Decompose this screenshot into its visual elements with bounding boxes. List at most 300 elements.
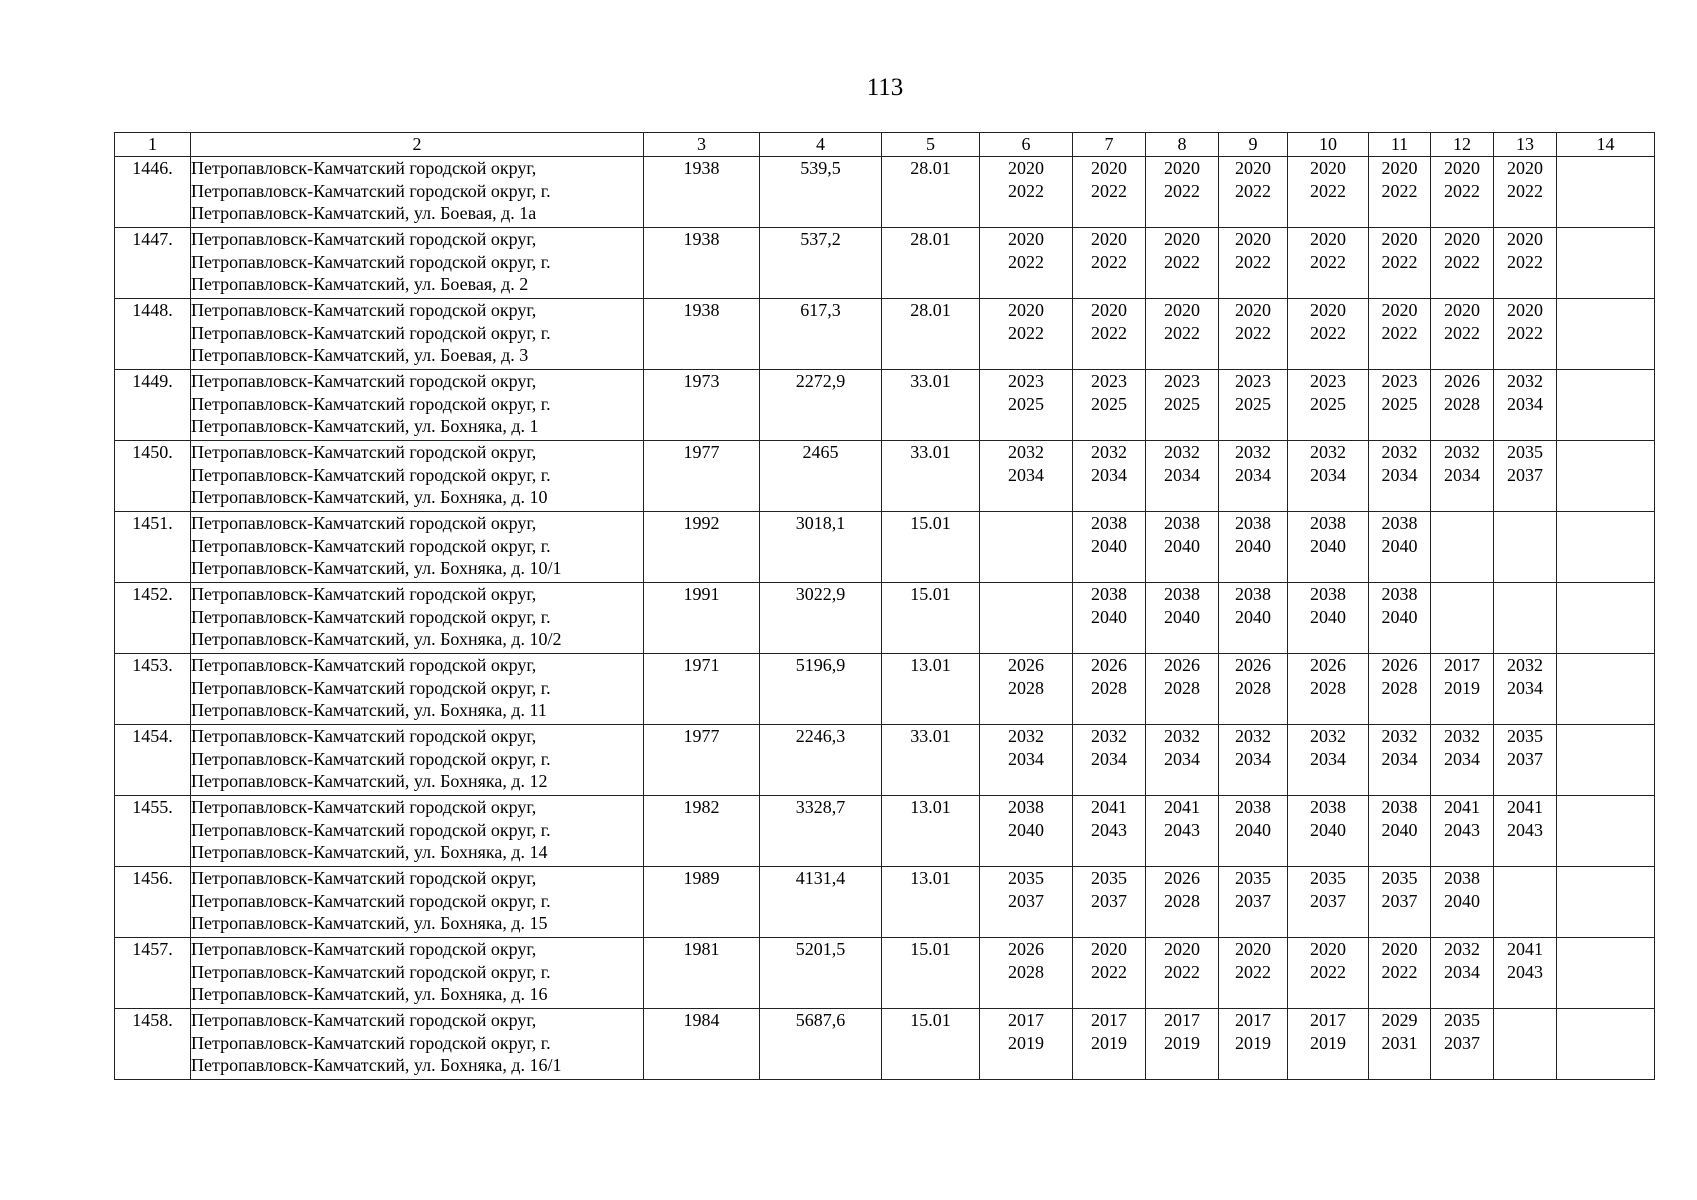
period-end: 2034 [1444, 961, 1480, 982]
period-cell [1288, 938, 1369, 1009]
period-cell [1146, 441, 1219, 512]
period-cell [1073, 370, 1146, 441]
period-start: 2026 [1310, 655, 1346, 675]
period-end: 2022 [1507, 251, 1543, 272]
period-cell [1146, 228, 1219, 299]
period-end: 2022 [1507, 180, 1543, 201]
address-cell [191, 938, 644, 1009]
column-header: 1 [115, 133, 191, 157]
period-end: 2034 [1164, 748, 1200, 769]
period-start: 2017 [1091, 1010, 1127, 1030]
period-cell [1369, 157, 1431, 228]
period-start: 2020 [1444, 158, 1480, 178]
build-year-cell: 1938 [644, 299, 760, 370]
area-cell: 537,2 [760, 228, 882, 299]
period-cell [1369, 725, 1431, 796]
period-cell [1146, 583, 1219, 654]
period-start: 2020 [1091, 229, 1127, 249]
period-end: 2040 [1091, 606, 1127, 627]
period-cell [1073, 441, 1146, 512]
period-end: 2022 [1235, 180, 1271, 201]
period-end: 2040 [1235, 606, 1271, 627]
period-end: 2025 [1164, 393, 1200, 414]
address-line: Петропавловск-Камчатский, ул. Бохняка, д. 10 [191, 487, 548, 507]
period-cell [1146, 867, 1219, 938]
period-cell [1146, 512, 1219, 583]
period-start: 2026 [1091, 655, 1127, 675]
code-cell: 33.01 [882, 725, 980, 796]
period-end: 2022 [1008, 322, 1044, 343]
table-row [115, 654, 1655, 725]
row-number-cell: 1448. [115, 299, 191, 370]
area-cell: 5201,5 [760, 938, 882, 1009]
period-start: 2035 [1507, 442, 1543, 462]
period-end: 2031 [1381, 1032, 1418, 1053]
period-cell [980, 299, 1073, 370]
period-start: 2041 [1444, 797, 1480, 817]
period-cell [1557, 654, 1655, 725]
period-cell [1431, 938, 1494, 1009]
period-end: 2040 [1091, 535, 1127, 556]
period-cell [1369, 583, 1431, 654]
period-end: 2019 [1444, 677, 1480, 698]
address-line: Петропавловск-Камчатский городской округ, [191, 797, 537, 817]
period-start: 2020 [1091, 158, 1127, 178]
period-end: 2040 [1164, 535, 1200, 556]
period-start: 2020 [1091, 939, 1127, 959]
period-start: 2020 [1235, 300, 1271, 320]
build-year-cell: 1981 [644, 938, 760, 1009]
period-cell [1219, 228, 1288, 299]
period-end: 2028 [1164, 677, 1200, 698]
period-cell [1288, 370, 1369, 441]
period-cell [1431, 796, 1494, 867]
period-cell [1431, 867, 1494, 938]
address-line: Петропавловск-Камчатский, ул. Бохняка, д. 10/2 [191, 629, 562, 649]
build-year-cell: 1977 [644, 441, 760, 512]
address-cell [191, 370, 644, 441]
period-start: 2035 [1008, 868, 1044, 888]
period-end: 2022 [1444, 180, 1480, 201]
period-end: 2028 [1235, 677, 1271, 698]
period-end: 2028 [1008, 677, 1044, 698]
address-line: Петропавловск-Камчатский городской округ, г. [191, 464, 551, 485]
period-cell [1494, 1009, 1557, 1080]
period-cell [1146, 157, 1219, 228]
address-line: Петропавловск-Камчатский городской округ, [191, 158, 537, 178]
column-header: 4 [760, 133, 882, 157]
period-start: 2017 [1164, 1010, 1200, 1030]
period-end: 2022 [1091, 322, 1127, 343]
period-end: 2034 [1507, 677, 1543, 698]
period-end: 2034 [1444, 748, 1480, 769]
address-line: Петропавловск-Камчатский городской округ, г. [191, 961, 551, 982]
period-end: 2028 [1444, 393, 1480, 414]
period-cell [1369, 1009, 1431, 1080]
period-cell [1219, 654, 1288, 725]
address-line: Петропавловск-Камчатский городской округ, г. [191, 1032, 551, 1053]
period-start: 2038 [1444, 868, 1480, 888]
period-cell [1146, 370, 1219, 441]
period-start: 2038 [1091, 513, 1127, 533]
period-cell [1494, 441, 1557, 512]
build-year-cell: 1991 [644, 583, 760, 654]
period-cell [1557, 157, 1655, 228]
period-cell [1494, 512, 1557, 583]
period-end: 2022 [1310, 251, 1346, 272]
period-cell [1369, 867, 1431, 938]
period-end: 2022 [1164, 322, 1200, 343]
address-line: Петропавловск-Камчатский, ул. Боевая, д. 1а [191, 203, 537, 223]
period-start: 2038 [1381, 584, 1418, 604]
period-start: 2020 [1310, 939, 1346, 959]
period-end: 2022 [1164, 180, 1200, 201]
period-cell [1146, 299, 1219, 370]
period-end: 2022 [1381, 961, 1418, 982]
period-cell [1494, 867, 1557, 938]
period-start: 2020 [1164, 939, 1200, 959]
address-line: Петропавловск-Камчатский, ул. Бохняка, д. 16 [191, 984, 548, 1004]
period-start: 2020 [1444, 229, 1480, 249]
period-cell [1288, 1009, 1369, 1080]
period-cell [1494, 938, 1557, 1009]
row-number-cell: 1452. [115, 583, 191, 654]
period-cell [980, 867, 1073, 938]
period-end: 2019 [1091, 1032, 1127, 1053]
period-cell [1219, 370, 1288, 441]
table-row [115, 938, 1655, 1009]
period-cell [1369, 299, 1431, 370]
period-end: 2034 [1444, 464, 1480, 485]
period-cell [1369, 938, 1431, 1009]
period-cell [1494, 725, 1557, 796]
code-cell: 13.01 [882, 867, 980, 938]
period-end: 2037 [1507, 748, 1543, 769]
period-cell [1219, 1009, 1288, 1080]
period-start: 2032 [1008, 442, 1044, 462]
address-cell [191, 441, 644, 512]
row-number-cell: 1456. [115, 867, 191, 938]
period-cell [1369, 796, 1431, 867]
period-cell [1494, 299, 1557, 370]
period-start: 2017 [1235, 1010, 1271, 1030]
period-end: 2040 [1164, 606, 1200, 627]
period-cell [1369, 370, 1431, 441]
build-year-cell: 1992 [644, 512, 760, 583]
period-start: 2038 [1381, 513, 1418, 533]
period-cell [1219, 441, 1288, 512]
period-start: 2038 [1310, 513, 1346, 533]
period-cell [1369, 228, 1431, 299]
period-end: 2028 [1381, 677, 1418, 698]
column-header: 5 [882, 133, 980, 157]
period-end: 2037 [1235, 890, 1271, 911]
table-row [115, 299, 1655, 370]
address-line: Петропавловск-Камчатский городской округ, [191, 939, 537, 959]
period-start: 2020 [1008, 300, 1044, 320]
period-end: 2022 [1381, 322, 1418, 343]
table-row [115, 796, 1655, 867]
period-cell [1431, 299, 1494, 370]
address-line: Петропавловск-Камчатский городской округ, [191, 513, 537, 533]
period-cell [1431, 228, 1494, 299]
period-cell [1288, 654, 1369, 725]
period-cell [980, 512, 1073, 583]
period-end: 2037 [1008, 890, 1044, 911]
code-cell: 15.01 [882, 512, 980, 583]
period-end: 2019 [1310, 1032, 1346, 1053]
period-start: 2023 [1091, 371, 1127, 391]
period-end: 2034 [1381, 748, 1418, 769]
address-cell [191, 654, 644, 725]
period-end: 2034 [1008, 748, 1044, 769]
period-end: 2040 [1310, 819, 1346, 840]
address-line: Петропавловск-Камчатский городской округ, г. [191, 677, 551, 698]
area-cell: 2465 [760, 441, 882, 512]
period-end: 2037 [1310, 890, 1346, 911]
period-start: 2020 [1164, 229, 1200, 249]
address-cell [191, 1009, 644, 1080]
address-line: Петропавловск-Камчатский городской округ, г. [191, 606, 551, 627]
period-cell [1219, 725, 1288, 796]
period-start: 2038 [1235, 513, 1271, 533]
period-cell [1073, 725, 1146, 796]
period-start: 2038 [1164, 584, 1200, 604]
period-cell [1431, 370, 1494, 441]
period-cell [1288, 583, 1369, 654]
period-start: 2029 [1381, 1010, 1418, 1030]
period-end: 2022 [1381, 180, 1418, 201]
table-row [115, 725, 1655, 796]
period-start: 2026 [1381, 655, 1418, 675]
period-end: 2040 [1381, 819, 1418, 840]
period-end: 2037 [1091, 890, 1127, 911]
period-start: 2032 [1091, 726, 1127, 746]
period-end: 2040 [1381, 535, 1418, 556]
period-cell [1431, 1009, 1494, 1080]
address-cell [191, 867, 644, 938]
period-end: 2040 [1444, 890, 1480, 911]
area-cell: 3018,1 [760, 512, 882, 583]
period-end: 2022 [1444, 322, 1480, 343]
period-end: 2022 [1507, 322, 1543, 343]
code-cell: 28.01 [882, 157, 980, 228]
code-cell: 15.01 [882, 583, 980, 654]
period-cell [980, 725, 1073, 796]
build-year-cell: 1971 [644, 654, 760, 725]
period-end: 2034 [1091, 748, 1127, 769]
period-cell [980, 583, 1073, 654]
build-year-cell: 1973 [644, 370, 760, 441]
period-start: 2032 [1381, 442, 1418, 462]
period-end: 2022 [1164, 961, 1200, 982]
period-cell [1288, 796, 1369, 867]
column-header: 14 [1557, 133, 1655, 157]
period-start: 2017 [1310, 1010, 1346, 1030]
period-start: 2020 [1164, 300, 1200, 320]
period-start: 2038 [1310, 797, 1346, 817]
address-line: Петропавловск-Камчатский, ул. Бохняка, д. 14 [191, 842, 548, 862]
address-line: Петропавловск-Камчатский городской округ, г. [191, 890, 551, 911]
period-start: 2035 [1310, 868, 1346, 888]
column-header: 9 [1219, 133, 1288, 157]
build-year-cell: 1982 [644, 796, 760, 867]
period-start: 2020 [1507, 229, 1543, 249]
area-cell: 3328,7 [760, 796, 882, 867]
period-end: 2037 [1444, 1032, 1480, 1053]
period-end: 2022 [1091, 251, 1127, 272]
address-line: Петропавловск-Камчатский городской округ, г. [191, 819, 551, 840]
period-end: 2025 [1381, 393, 1418, 414]
period-cell [1073, 938, 1146, 1009]
period-end: 2040 [1310, 606, 1346, 627]
period-cell [1431, 157, 1494, 228]
period-end: 2025 [1310, 393, 1346, 414]
period-cell [1073, 157, 1146, 228]
address-line: Петропавловск-Камчатский, ул. Бохняка, д. 10/1 [191, 558, 562, 578]
period-end: 2022 [1310, 180, 1346, 201]
row-number-cell: 1446. [115, 157, 191, 228]
period-cell [980, 370, 1073, 441]
column-header: 13 [1494, 133, 1557, 157]
period-cell [980, 441, 1073, 512]
code-cell: 28.01 [882, 299, 980, 370]
column-header: 8 [1146, 133, 1219, 157]
period-cell [1557, 938, 1655, 1009]
period-start: 2020 [1235, 229, 1271, 249]
period-start: 2038 [1381, 797, 1418, 817]
code-cell: 33.01 [882, 370, 980, 441]
period-start: 2032 [1444, 726, 1480, 746]
period-start: 2020 [1235, 158, 1271, 178]
period-start: 2032 [1235, 442, 1271, 462]
period-start: 2041 [1507, 797, 1543, 817]
header-row [115, 133, 1655, 157]
period-cell [1073, 512, 1146, 583]
period-end: 2037 [1507, 464, 1543, 485]
period-end: 2028 [1008, 961, 1044, 982]
period-start: 2020 [1381, 939, 1418, 959]
period-end: 2019 [1008, 1032, 1044, 1053]
address-cell [191, 299, 644, 370]
address-line: Петропавловск-Камчатский, ул. Боевая, д. 2 [191, 274, 529, 294]
area-cell: 5687,6 [760, 1009, 882, 1080]
period-start: 2020 [1310, 158, 1346, 178]
address-cell [191, 228, 644, 299]
period-cell [980, 228, 1073, 299]
period-start: 2038 [1091, 584, 1127, 604]
period-start: 2026 [1235, 655, 1271, 675]
period-cell [1557, 370, 1655, 441]
period-end: 2034 [1235, 748, 1271, 769]
period-start: 2038 [1235, 584, 1271, 604]
area-cell: 4131,4 [760, 867, 882, 938]
period-cell [1431, 725, 1494, 796]
period-start: 2023 [1235, 371, 1271, 391]
column-header: 12 [1431, 133, 1494, 157]
area-cell: 2272,9 [760, 370, 882, 441]
address-line: Петропавловск-Камчатский, ул. Боевая, д. 3 [191, 345, 529, 365]
period-cell [1146, 1009, 1219, 1080]
period-end: 2034 [1164, 464, 1200, 485]
address-line: Петропавловск-Камчатский городской округ, г. [191, 393, 551, 414]
row-number-cell: 1457. [115, 938, 191, 1009]
period-start: 2035 [1507, 726, 1543, 746]
period-end: 2022 [1008, 180, 1044, 201]
period-cell [1073, 228, 1146, 299]
period-start: 2023 [1310, 371, 1346, 391]
period-cell [1369, 512, 1431, 583]
period-cell [1219, 938, 1288, 1009]
address-line: Петропавловск-Камчатский городской округ, [191, 229, 537, 249]
period-cell [1073, 796, 1146, 867]
period-start: 2041 [1091, 797, 1127, 817]
period-start: 2020 [1008, 229, 1044, 249]
period-start: 2032 [1444, 442, 1480, 462]
table-row [115, 157, 1655, 228]
period-end: 2034 [1008, 464, 1044, 485]
column-header: 10 [1288, 133, 1369, 157]
period-end: 2022 [1091, 180, 1127, 201]
period-end: 2034 [1507, 393, 1543, 414]
period-end: 2025 [1091, 393, 1127, 414]
period-start: 2017 [1444, 655, 1480, 675]
period-cell [980, 1009, 1073, 1080]
period-cell [1219, 583, 1288, 654]
period-end: 2028 [1091, 677, 1127, 698]
period-start: 2035 [1235, 868, 1271, 888]
period-start: 2026 [1164, 868, 1200, 888]
period-cell [1219, 299, 1288, 370]
table-row [115, 370, 1655, 441]
period-end: 2043 [1507, 961, 1543, 982]
period-cell [1557, 299, 1655, 370]
address-line: Петропавловск-Камчатский, ул. Бохняка, д. 11 [191, 700, 547, 720]
period-cell [1494, 654, 1557, 725]
period-cell [1146, 938, 1219, 1009]
period-start: 2026 [1444, 371, 1480, 391]
period-start: 2032 [1310, 442, 1346, 462]
column-header: 2 [191, 133, 644, 157]
period-cell [1073, 299, 1146, 370]
period-cell [1557, 796, 1655, 867]
period-end: 2022 [1235, 322, 1271, 343]
table-row [115, 441, 1655, 512]
address-cell [191, 725, 644, 796]
period-cell [1369, 654, 1431, 725]
area-cell: 2246,3 [760, 725, 882, 796]
period-cell [1557, 867, 1655, 938]
period-end: 2043 [1507, 819, 1543, 840]
period-end: 2040 [1310, 535, 1346, 556]
area-cell: 3022,9 [760, 583, 882, 654]
period-start: 2035 [1381, 868, 1418, 888]
period-start: 2023 [1381, 371, 1418, 391]
address-line: Петропавловск-Камчатский городской округ, г. [191, 535, 551, 556]
period-end: 2022 [1091, 961, 1127, 982]
row-number-cell: 1453. [115, 654, 191, 725]
period-start: 2041 [1164, 797, 1200, 817]
period-cell [1288, 299, 1369, 370]
period-end: 2022 [1310, 961, 1346, 982]
period-start: 2026 [1008, 655, 1044, 675]
period-start: 2023 [1164, 371, 1200, 391]
period-cell [1073, 1009, 1146, 1080]
period-start: 2020 [1310, 300, 1346, 320]
address-line: Петропавловск-Камчатский городской округ, [191, 584, 537, 604]
address-line: Петропавловск-Камчатский, ул. Бохняка, д. 16/1 [191, 1055, 562, 1075]
period-start: 2032 [1381, 726, 1418, 746]
